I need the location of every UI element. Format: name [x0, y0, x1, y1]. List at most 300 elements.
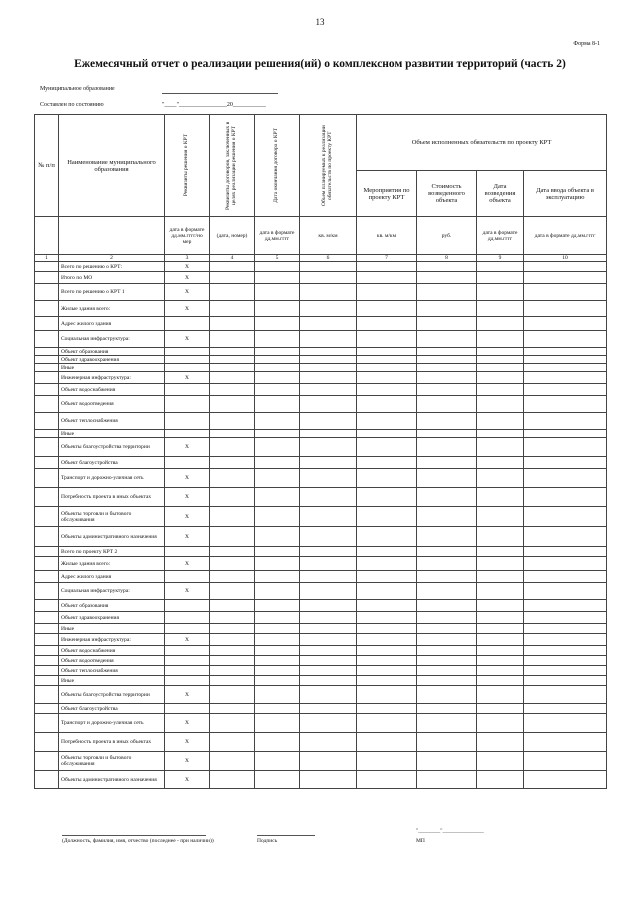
row-value-cell[interactable] — [300, 656, 357, 666]
row-value-cell[interactable] — [210, 356, 255, 364]
row-value-cell[interactable] — [524, 612, 607, 624]
row-decision-mark[interactable] — [165, 612, 210, 624]
row-value-cell[interactable] — [524, 396, 607, 413]
row-decision-mark[interactable] — [165, 430, 210, 438]
row-value-cell[interactable] — [417, 547, 477, 557]
row-decision-mark[interactable]: X — [165, 438, 210, 457]
row-value-cell[interactable] — [417, 571, 477, 583]
row-value-cell[interactable] — [210, 331, 255, 348]
row-value-cell[interactable] — [524, 752, 607, 771]
row-value-cell[interactable] — [210, 547, 255, 557]
row-value-cell[interactable] — [417, 527, 477, 547]
row-value-cell[interactable] — [417, 438, 477, 457]
row-decision-mark[interactable]: X — [165, 488, 210, 507]
date-mark[interactable]: "________"_______________ — [416, 828, 484, 834]
row-value-cell[interactable] — [524, 284, 607, 301]
row-value-cell[interactable] — [477, 686, 524, 704]
row-decision-mark[interactable]: X — [165, 583, 210, 600]
row-value-cell[interactable] — [210, 557, 255, 571]
row-decision-mark[interactable] — [165, 600, 210, 612]
row-value-cell[interactable] — [524, 686, 607, 704]
row-value-cell[interactable] — [255, 704, 300, 714]
row-value-cell[interactable] — [300, 507, 357, 527]
row-value-cell[interactable] — [524, 733, 607, 752]
row-value-cell[interactable] — [417, 507, 477, 527]
row-value-cell[interactable] — [477, 469, 524, 488]
row-value-cell[interactable] — [210, 600, 255, 612]
row-value-cell[interactable] — [357, 301, 417, 317]
row-value-cell[interactable] — [417, 469, 477, 488]
row-value-cell[interactable] — [477, 413, 524, 430]
row-value-cell[interactable] — [210, 771, 255, 789]
row-value-cell[interactable] — [477, 752, 524, 771]
row-value-cell[interactable] — [524, 488, 607, 507]
row-value-cell[interactable] — [255, 527, 300, 547]
row-value-cell[interactable] — [524, 666, 607, 676]
row-value-cell[interactable] — [417, 364, 477, 372]
row-value-cell[interactable] — [255, 571, 300, 583]
row-value-cell[interactable] — [524, 348, 607, 356]
row-value-cell[interactable] — [255, 646, 300, 656]
row-value-cell[interactable] — [524, 600, 607, 612]
row-value-cell[interactable] — [417, 457, 477, 469]
row-value-cell[interactable] — [417, 301, 477, 317]
row-value-cell[interactable] — [357, 646, 417, 656]
row-value-cell[interactable] — [300, 469, 357, 488]
row-value-cell[interactable] — [357, 284, 417, 301]
row-value-cell[interactable] — [357, 571, 417, 583]
row-decision-mark[interactable]: X — [165, 714, 210, 733]
row-value-cell[interactable] — [357, 438, 417, 457]
row-value-cell[interactable] — [417, 646, 477, 656]
row-value-cell[interactable] — [300, 384, 357, 396]
row-value-cell[interactable] — [524, 557, 607, 571]
row-decision-mark[interactable]: X — [165, 752, 210, 771]
row-value-cell[interactable] — [300, 262, 357, 272]
row-value-cell[interactable] — [210, 317, 255, 331]
row-decision-mark[interactable] — [165, 356, 210, 364]
row-value-cell[interactable] — [210, 262, 255, 272]
row-value-cell[interactable] — [357, 488, 417, 507]
row-value-cell[interactable] — [477, 612, 524, 624]
row-value-cell[interactable] — [300, 457, 357, 469]
row-value-cell[interactable] — [357, 396, 417, 413]
row-value-cell[interactable] — [300, 356, 357, 364]
row-value-cell[interactable] — [524, 634, 607, 646]
row-value-cell[interactable] — [417, 656, 477, 666]
signature-line[interactable] — [257, 835, 315, 836]
row-value-cell[interactable] — [357, 676, 417, 686]
row-value-cell[interactable] — [524, 457, 607, 469]
row-value-cell[interactable] — [210, 384, 255, 396]
row-value-cell[interactable] — [524, 527, 607, 547]
row-value-cell[interactable] — [524, 384, 607, 396]
row-value-cell[interactable] — [477, 676, 524, 686]
row-value-cell[interactable] — [357, 666, 417, 676]
row-value-cell[interactable] — [255, 301, 300, 317]
row-value-cell[interactable] — [477, 624, 524, 634]
row-value-cell[interactable] — [357, 372, 417, 384]
row-value-cell[interactable] — [524, 372, 607, 384]
row-value-cell[interactable] — [300, 317, 357, 331]
row-value-cell[interactable] — [210, 396, 255, 413]
row-value-cell[interactable] — [255, 262, 300, 272]
row-value-cell[interactable] — [210, 284, 255, 301]
row-value-cell[interactable] — [255, 364, 300, 372]
row-value-cell[interactable] — [210, 469, 255, 488]
row-decision-mark[interactable] — [165, 666, 210, 676]
row-value-cell[interactable] — [357, 583, 417, 600]
row-decision-mark[interactable]: X — [165, 262, 210, 272]
row-value-cell[interactable] — [477, 430, 524, 438]
row-decision-mark[interactable]: X — [165, 771, 210, 789]
row-value-cell[interactable] — [255, 438, 300, 457]
row-value-cell[interactable] — [417, 284, 477, 301]
row-value-cell[interactable] — [477, 262, 524, 272]
row-value-cell[interactable] — [524, 469, 607, 488]
row-value-cell[interactable] — [524, 430, 607, 438]
row-value-cell[interactable] — [357, 317, 417, 331]
row-value-cell[interactable] — [357, 752, 417, 771]
row-value-cell[interactable] — [300, 272, 357, 284]
row-decision-mark[interactable]: X — [165, 372, 210, 384]
row-value-cell[interactable] — [210, 430, 255, 438]
row-value-cell[interactable] — [300, 666, 357, 676]
row-value-cell[interactable] — [524, 364, 607, 372]
row-value-cell[interactable] — [417, 771, 477, 789]
row-value-cell[interactable] — [524, 583, 607, 600]
row-value-cell[interactable] — [255, 507, 300, 527]
row-value-cell[interactable] — [255, 430, 300, 438]
row-value-cell[interactable] — [417, 557, 477, 571]
row-value-cell[interactable] — [477, 656, 524, 666]
row-value-cell[interactable] — [417, 714, 477, 733]
row-value-cell[interactable] — [210, 372, 255, 384]
row-value-cell[interactable] — [477, 372, 524, 384]
row-value-cell[interactable] — [417, 413, 477, 430]
row-value-cell[interactable] — [524, 272, 607, 284]
row-value-cell[interactable] — [417, 317, 477, 331]
row-value-cell[interactable] — [300, 634, 357, 646]
row-value-cell[interactable] — [477, 557, 524, 571]
row-decision-mark[interactable] — [165, 348, 210, 356]
row-value-cell[interactable] — [300, 413, 357, 430]
row-decision-mark[interactable]: X — [165, 284, 210, 301]
row-value-cell[interactable] — [357, 457, 417, 469]
row-value-cell[interactable] — [255, 317, 300, 331]
row-value-cell[interactable] — [357, 262, 417, 272]
row-value-cell[interactable] — [417, 430, 477, 438]
row-value-cell[interactable] — [210, 656, 255, 666]
row-value-cell[interactable] — [210, 348, 255, 356]
row-value-cell[interactable] — [300, 676, 357, 686]
row-decision-mark[interactable] — [165, 384, 210, 396]
row-value-cell[interactable] — [417, 384, 477, 396]
row-value-cell[interactable] — [417, 600, 477, 612]
row-value-cell[interactable] — [210, 457, 255, 469]
row-decision-mark[interactable]: X — [165, 733, 210, 752]
row-value-cell[interactable] — [255, 372, 300, 384]
row-value-cell[interactable] — [524, 704, 607, 714]
row-value-cell[interactable] — [255, 656, 300, 666]
row-value-cell[interactable] — [210, 752, 255, 771]
row-value-cell[interactable] — [477, 547, 524, 557]
row-value-cell[interactable] — [255, 752, 300, 771]
row-value-cell[interactable] — [300, 704, 357, 714]
row-value-cell[interactable] — [300, 301, 357, 317]
row-value-cell[interactable] — [357, 469, 417, 488]
row-value-cell[interactable] — [210, 714, 255, 733]
row-value-cell[interactable] — [300, 624, 357, 634]
row-decision-mark[interactable] — [165, 624, 210, 634]
row-value-cell[interactable] — [255, 384, 300, 396]
row-decision-mark[interactable] — [165, 704, 210, 714]
row-value-cell[interactable] — [477, 646, 524, 656]
row-value-cell[interactable] — [417, 704, 477, 714]
row-value-cell[interactable] — [417, 666, 477, 676]
row-value-cell[interactable] — [255, 676, 300, 686]
row-value-cell[interactable] — [524, 656, 607, 666]
row-value-cell[interactable] — [357, 686, 417, 704]
row-value-cell[interactable] — [300, 547, 357, 557]
row-value-cell[interactable] — [255, 457, 300, 469]
row-value-cell[interactable] — [357, 624, 417, 634]
row-decision-mark[interactable]: X — [165, 686, 210, 704]
row-value-cell[interactable] — [417, 262, 477, 272]
row-value-cell[interactable] — [524, 624, 607, 634]
row-value-cell[interactable] — [417, 676, 477, 686]
row-value-cell[interactable] — [300, 600, 357, 612]
row-value-cell[interactable] — [524, 301, 607, 317]
row-value-cell[interactable] — [477, 527, 524, 547]
row-value-cell[interactable] — [477, 272, 524, 284]
row-value-cell[interactable] — [255, 557, 300, 571]
row-decision-mark[interactable]: X — [165, 507, 210, 527]
row-value-cell[interactable] — [300, 771, 357, 789]
row-value-cell[interactable] — [255, 488, 300, 507]
row-value-cell[interactable] — [417, 272, 477, 284]
row-value-cell[interactable] — [417, 331, 477, 348]
row-value-cell[interactable] — [255, 469, 300, 488]
row-value-cell[interactable] — [210, 733, 255, 752]
row-decision-mark[interactable] — [165, 457, 210, 469]
row-value-cell[interactable] — [477, 507, 524, 527]
row-value-cell[interactable] — [210, 676, 255, 686]
row-value-cell[interactable] — [417, 752, 477, 771]
row-value-cell[interactable] — [210, 704, 255, 714]
row-value-cell[interactable] — [477, 571, 524, 583]
row-value-cell[interactable] — [524, 714, 607, 733]
row-value-cell[interactable] — [477, 666, 524, 676]
row-value-cell[interactable] — [300, 364, 357, 372]
row-value-cell[interactable] — [477, 384, 524, 396]
row-value-cell[interactable] — [357, 364, 417, 372]
row-decision-mark[interactable] — [165, 656, 210, 666]
row-value-cell[interactable] — [477, 331, 524, 348]
row-value-cell[interactable] — [255, 396, 300, 413]
row-value-cell[interactable] — [300, 430, 357, 438]
row-value-cell[interactable] — [417, 624, 477, 634]
row-value-cell[interactable] — [300, 396, 357, 413]
row-value-cell[interactable] — [357, 600, 417, 612]
row-value-cell[interactable] — [255, 547, 300, 557]
row-value-cell[interactable] — [477, 356, 524, 364]
row-value-cell[interactable] — [210, 413, 255, 430]
row-decision-mark[interactable]: X — [165, 469, 210, 488]
row-value-cell[interactable] — [255, 600, 300, 612]
compiled-date-field[interactable]: "____"________________20___________ — [162, 102, 266, 108]
row-decision-mark[interactable]: X — [165, 634, 210, 646]
row-value-cell[interactable] — [417, 356, 477, 364]
row-value-cell[interactable] — [477, 488, 524, 507]
row-value-cell[interactable] — [210, 438, 255, 457]
row-decision-mark[interactable]: X — [165, 331, 210, 348]
row-value-cell[interactable] — [524, 676, 607, 686]
row-value-cell[interactable] — [300, 571, 357, 583]
row-decision-mark[interactable]: X — [165, 527, 210, 547]
row-decision-mark[interactable] — [165, 364, 210, 372]
row-value-cell[interactable] — [255, 331, 300, 348]
row-value-cell[interactable] — [477, 317, 524, 331]
row-decision-mark[interactable] — [165, 317, 210, 331]
row-decision-mark[interactable] — [165, 676, 210, 686]
row-value-cell[interactable] — [300, 752, 357, 771]
row-value-cell[interactable] — [477, 364, 524, 372]
row-value-cell[interactable] — [524, 646, 607, 656]
row-value-cell[interactable] — [357, 634, 417, 646]
row-value-cell[interactable] — [255, 612, 300, 624]
row-value-cell[interactable] — [477, 771, 524, 789]
row-value-cell[interactable] — [477, 704, 524, 714]
row-value-cell[interactable] — [357, 527, 417, 547]
row-value-cell[interactable] — [417, 396, 477, 413]
row-decision-mark[interactable]: X — [165, 272, 210, 284]
row-value-cell[interactable] — [417, 686, 477, 704]
row-value-cell[interactable] — [357, 733, 417, 752]
row-value-cell[interactable] — [300, 612, 357, 624]
row-value-cell[interactable] — [255, 714, 300, 733]
row-value-cell[interactable] — [255, 272, 300, 284]
row-value-cell[interactable] — [357, 384, 417, 396]
row-value-cell[interactable] — [210, 634, 255, 646]
row-value-cell[interactable] — [255, 356, 300, 364]
row-value-cell[interactable] — [524, 771, 607, 789]
row-value-cell[interactable] — [524, 331, 607, 348]
municipality-field[interactable] — [162, 93, 278, 94]
row-value-cell[interactable] — [255, 634, 300, 646]
row-value-cell[interactable] — [417, 634, 477, 646]
row-value-cell[interactable] — [417, 612, 477, 624]
row-value-cell[interactable] — [210, 527, 255, 547]
row-value-cell[interactable] — [357, 704, 417, 714]
row-value-cell[interactable] — [210, 612, 255, 624]
row-value-cell[interactable] — [524, 356, 607, 364]
row-value-cell[interactable] — [357, 507, 417, 527]
row-value-cell[interactable] — [477, 714, 524, 733]
row-value-cell[interactable] — [417, 348, 477, 356]
row-value-cell[interactable] — [300, 686, 357, 704]
row-value-cell[interactable] — [300, 583, 357, 600]
row-value-cell[interactable] — [255, 583, 300, 600]
row-value-cell[interactable] — [300, 331, 357, 348]
row-decision-mark[interactable] — [165, 396, 210, 413]
row-value-cell[interactable] — [357, 714, 417, 733]
row-value-cell[interactable] — [524, 571, 607, 583]
row-value-cell[interactable] — [477, 733, 524, 752]
row-value-cell[interactable] — [210, 364, 255, 372]
row-value-cell[interactable] — [357, 413, 417, 430]
row-decision-mark[interactable]: X — [165, 557, 210, 571]
row-value-cell[interactable] — [524, 507, 607, 527]
position-signature-line[interactable] — [62, 835, 206, 836]
row-value-cell[interactable] — [255, 686, 300, 704]
row-value-cell[interactable] — [524, 438, 607, 457]
row-value-cell[interactable] — [255, 624, 300, 634]
row-value-cell[interactable] — [477, 396, 524, 413]
row-value-cell[interactable] — [210, 507, 255, 527]
row-value-cell[interactable] — [300, 372, 357, 384]
row-value-cell[interactable] — [210, 301, 255, 317]
row-value-cell[interactable] — [300, 527, 357, 547]
row-value-cell[interactable] — [210, 666, 255, 676]
row-value-cell[interactable] — [477, 284, 524, 301]
row-value-cell[interactable] — [300, 733, 357, 752]
row-value-cell[interactable] — [255, 771, 300, 789]
row-value-cell[interactable] — [524, 413, 607, 430]
row-decision-mark[interactable] — [165, 547, 210, 557]
row-value-cell[interactable] — [357, 348, 417, 356]
row-value-cell[interactable] — [210, 583, 255, 600]
row-value-cell[interactable] — [210, 646, 255, 656]
row-value-cell[interactable] — [255, 284, 300, 301]
row-value-cell[interactable] — [300, 557, 357, 571]
row-value-cell[interactable] — [210, 624, 255, 634]
row-value-cell[interactable] — [477, 301, 524, 317]
row-value-cell[interactable] — [477, 348, 524, 356]
row-value-cell[interactable] — [357, 656, 417, 666]
row-value-cell[interactable] — [210, 686, 255, 704]
row-value-cell[interactable] — [255, 348, 300, 356]
row-decision-mark[interactable]: X — [165, 301, 210, 317]
row-value-cell[interactable] — [255, 733, 300, 752]
row-value-cell[interactable] — [300, 714, 357, 733]
row-value-cell[interactable] — [357, 272, 417, 284]
row-value-cell[interactable] — [524, 547, 607, 557]
row-value-cell[interactable] — [300, 488, 357, 507]
row-value-cell[interactable] — [357, 430, 417, 438]
row-value-cell[interactable] — [417, 488, 477, 507]
row-value-cell[interactable] — [255, 413, 300, 430]
row-value-cell[interactable] — [357, 547, 417, 557]
row-value-cell[interactable] — [417, 372, 477, 384]
row-value-cell[interactable] — [357, 771, 417, 789]
row-decision-mark[interactable] — [165, 413, 210, 430]
row-value-cell[interactable] — [300, 348, 357, 356]
row-value-cell[interactable] — [524, 262, 607, 272]
row-value-cell[interactable] — [477, 438, 524, 457]
row-decision-mark[interactable] — [165, 646, 210, 656]
row-value-cell[interactable] — [255, 666, 300, 676]
row-value-cell[interactable] — [477, 634, 524, 646]
row-value-cell[interactable] — [300, 284, 357, 301]
row-value-cell[interactable] — [210, 571, 255, 583]
row-value-cell[interactable] — [357, 557, 417, 571]
row-value-cell[interactable] — [300, 438, 357, 457]
row-value-cell[interactable] — [300, 646, 357, 656]
row-value-cell[interactable] — [357, 612, 417, 624]
row-value-cell[interactable] — [357, 331, 417, 348]
row-value-cell[interactable] — [357, 356, 417, 364]
